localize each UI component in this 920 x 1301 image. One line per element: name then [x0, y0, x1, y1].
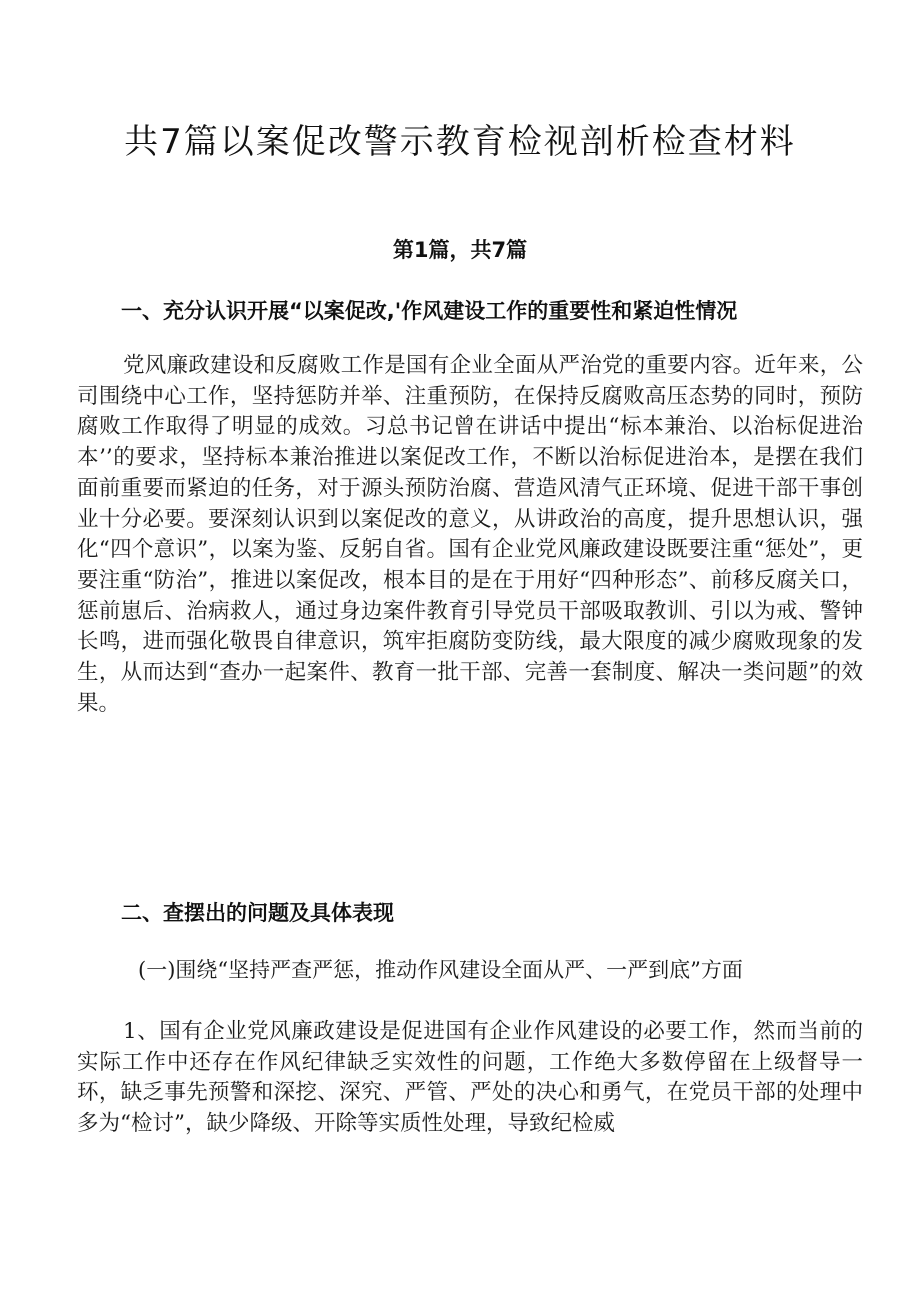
- section-1-paragraph: 党风廉政建设和反腐败工作是国有企业全面从严治党的重要内容。近年来，公司围绕中心工作，坚持惩防并举、注重预防，在保持反腐败高压态势的同时，预防腐败工作取得了明显的成效。习总书记曾在讲话中提出“标本兼治、以治标促进治本’’的要求，坚持标本兼治推进以案促改工作，不断以治标促进治本，是摆在我们面前重要而紧迫的任务，对于源头预防治腐、营造风清气正环境、促进干部干事创业十分必要。要深刻认识到以案促改的意义，从讲政治的高度，提升思想认识，强化“四个意识”，以案为鉴、反躬自省。国有企业党风廉政建设既要注重“惩处”，更要注重“防治”，推进以案促改，根本目的是在于用好“四种形态”、前移反腐关口，惩前崽后、治病救人，通过身边案件教育引导党员干部吸取教训、引以为戒、警钟长鸣，进而强化敬畏自律意识，筑牢拒腐防变防线，最大限度的减少腐败现象的发生，从而达到“查办一起案件、教育一批干部、完善一套制度、解决一类问题”的效果。: [77, 353, 863, 716]
- document-subtitle: 第1篇，共7篇: [392, 238, 528, 262]
- section-2-paragraph: 1、国有企业党风廉政建设是促进国有企业作风建设的必要工作，然而当前的实际工作中还存在作风纪律缺乏实效性的问题，工作绝大多数停留在上级督导一环，缺乏事先预警和深挖、深究、严管、严处的决心和勇气，在党员干部的处理中多为“检讨”，缺少降级、开除等实质性处理，导致纪检威: [77, 1019, 863, 1137]
- section-1-heading: 一、充分认识开展“以案促改,'作风建设工作的重要性和紧迫性情况: [121, 299, 738, 323]
- section-2-heading: 二、查摆出的问题及具体表现: [121, 901, 394, 925]
- document-title: 共7篇以案促改警示教育检视剖析检查材料: [124, 122, 796, 162]
- section-2-subheading: (一)围绕“坚持严查严惩，推动作风建设全面从严、一严到底”方面: [138, 958, 743, 982]
